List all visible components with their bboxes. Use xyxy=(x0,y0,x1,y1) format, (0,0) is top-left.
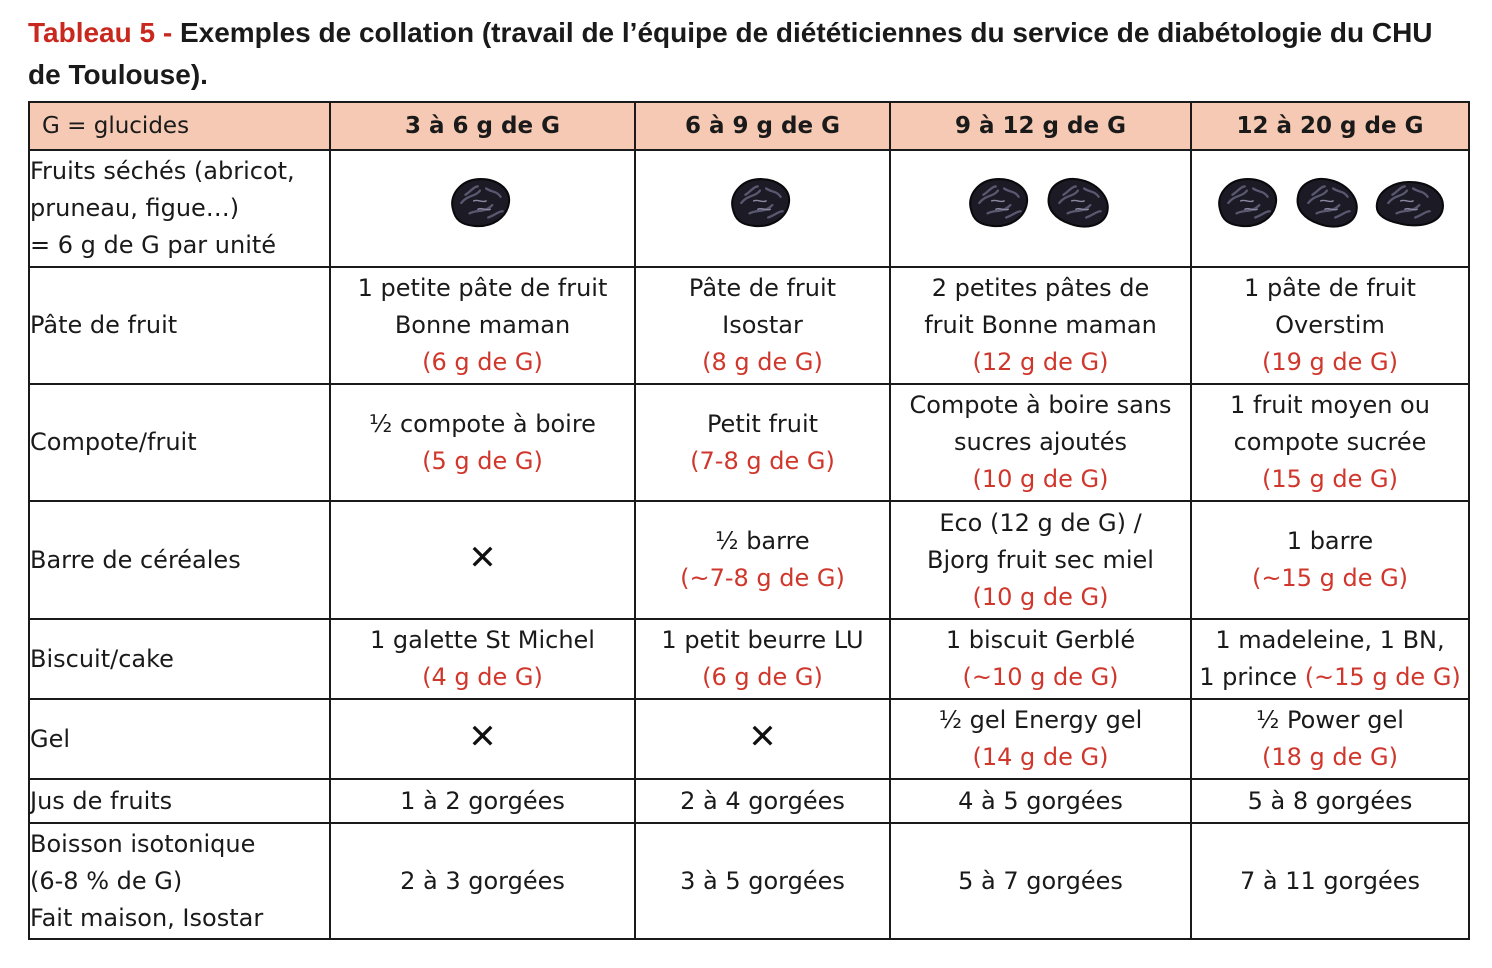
carb-amount: (15 g de G) xyxy=(1262,465,1398,493)
row-label-isotonic xyxy=(29,823,330,939)
table-row-compote xyxy=(29,384,1469,501)
prune-group xyxy=(891,174,1190,243)
carb-amount: (~10 g de G) xyxy=(962,663,1119,691)
carb-amount: (6 g de G) xyxy=(702,663,823,691)
cell-line: ½ barre xyxy=(715,527,810,555)
not-applicable-cross-icon: ✕ xyxy=(748,716,777,757)
cell-line: ½ gel Energy gel xyxy=(938,706,1143,734)
carb-amount: (~15 g de G) xyxy=(1304,663,1461,691)
cell-gel-1 xyxy=(330,699,635,779)
cell-dried-fruit-4 xyxy=(1191,150,1469,267)
table-number-label: Tableau 5 - xyxy=(28,17,173,48)
carb-amount: (14 g de G) xyxy=(972,743,1109,771)
cell-line: Isostar xyxy=(722,311,803,339)
cell-isotonic-2: 3 à 5 gorgées xyxy=(635,823,890,939)
row-label-juice: Jus de fruits xyxy=(29,779,330,823)
cell-biscuit-4 xyxy=(1191,619,1469,699)
cell-isotonic-4: 7 à 11 gorgées xyxy=(1191,823,1469,939)
cell-dried-fruit-3 xyxy=(890,150,1191,267)
carb-amount: (19 g de G) xyxy=(1262,348,1398,376)
not-applicable-cross-icon: ✕ xyxy=(468,716,497,757)
prune-icon xyxy=(1044,174,1118,243)
cell-gel-3 xyxy=(890,699,1191,779)
row-label-fruit-paste: Pâte de fruit xyxy=(29,267,330,384)
prune-group xyxy=(331,174,634,243)
not-applicable-cross-icon: ✕ xyxy=(468,537,497,578)
carb-amount: (18 g de G) xyxy=(1262,743,1398,771)
row-label-line: (6-8 % de G) xyxy=(30,866,183,895)
cell-line: 1 barre xyxy=(1286,527,1374,555)
row-label-line: Fait maison, Isostar xyxy=(30,903,264,932)
cell-fruit-paste-1 xyxy=(330,267,635,384)
header-col-3: 9 à 12 g de G xyxy=(890,102,1191,150)
cell-line: Bonne maman xyxy=(394,311,571,339)
cell-line: 1 biscuit Gerblé xyxy=(945,626,1136,654)
prune-icon xyxy=(1373,174,1447,243)
carb-amount: (4 g de G) xyxy=(422,663,543,691)
snack-examples-table xyxy=(28,101,1470,940)
prune-icon xyxy=(446,174,520,243)
prune-icon xyxy=(1293,174,1367,243)
cell-gel-4 xyxy=(1191,699,1469,779)
cell-isotonic-3: 5 à 7 gorgées xyxy=(890,823,1191,939)
cell-isotonic-1: 2 à 3 gorgées xyxy=(330,823,635,939)
row-label-compote: Compote/fruit xyxy=(29,384,330,501)
prune-group xyxy=(636,174,889,243)
prune-icon xyxy=(1213,174,1287,243)
cell-compote-1 xyxy=(330,384,635,501)
carb-amount: (10 g de G) xyxy=(972,465,1109,493)
row-label-dried-fruit xyxy=(29,150,330,267)
table-row-biscuit xyxy=(29,619,1469,699)
prune-group xyxy=(1192,174,1468,243)
carb-amount: (12 g de G) xyxy=(972,348,1109,376)
cell-line: Bjorg fruit sec miel xyxy=(927,545,1154,574)
carb-amount: (6 g de G) xyxy=(422,348,543,376)
row-label-line: Fruits séchés (abricot, xyxy=(30,157,295,185)
table-row-cereal-bar xyxy=(29,501,1469,619)
cell-line: ½ Power gel xyxy=(1256,706,1404,734)
row-label-gel: Gel xyxy=(29,699,330,779)
carb-amount: (8 g de G) xyxy=(702,348,823,376)
cell-biscuit-2 xyxy=(635,619,890,699)
table-caption: Exemples de collation (travail de l’équipe de diététiciennes du service de diabétologie du CHU de Toulouse). xyxy=(28,17,1433,90)
cell-line: Eco (12 g de G) / xyxy=(939,508,1142,537)
cell-juice-2: 2 à 4 gorgées xyxy=(635,779,890,823)
row-label-line: = 6 g de G par unité xyxy=(30,231,277,259)
cell-line: 1 petite pâte de fruit xyxy=(357,274,608,302)
carb-amount: (~15 g de G) xyxy=(1251,564,1409,592)
table-title xyxy=(28,12,1468,96)
cell-compote-3 xyxy=(890,384,1191,501)
cell-line xyxy=(1192,659,1468,696)
header-col-1: 3 à 6 g de G xyxy=(330,102,635,150)
cell-line: fruit Bonne maman xyxy=(924,311,1157,339)
cell-line: sucres ajoutés xyxy=(953,428,1128,456)
cell-inline-text: 1 prince xyxy=(1199,663,1305,691)
cell-biscuit-1 xyxy=(330,619,635,699)
row-label-cereal-bar: Barre de céréales xyxy=(29,501,330,619)
cell-cereal-bar-2 xyxy=(635,501,890,619)
table-row-fruit-paste xyxy=(29,267,1469,384)
cell-line: 1 galette St Michel xyxy=(370,626,595,654)
prune-icon xyxy=(726,174,800,243)
cell-cereal-bar-3 xyxy=(890,501,1191,619)
row-label-biscuit: Biscuit/cake xyxy=(29,619,330,699)
cell-line: Pâte de fruit xyxy=(688,274,837,302)
cell-juice-3: 4 à 5 gorgées xyxy=(890,779,1191,823)
cell-line: 1 pâte de fruit xyxy=(1244,274,1416,302)
row-label-line: pruneau, figue…) xyxy=(30,194,240,222)
header-row xyxy=(29,102,1469,150)
table-row-isotonic xyxy=(29,823,1469,939)
cell-gel-2 xyxy=(635,699,890,779)
cell-line: compote sucrée xyxy=(1233,428,1427,456)
cell-compote-4 xyxy=(1191,384,1469,501)
cell-fruit-paste-4 xyxy=(1191,267,1469,384)
cell-dried-fruit-2 xyxy=(635,150,890,267)
cell-line: Petit fruit xyxy=(706,409,819,438)
cell-line: 2 petites pâtes de xyxy=(931,274,1150,302)
table-row-dried-fruit xyxy=(29,150,1469,267)
cell-fruit-paste-3 xyxy=(890,267,1191,384)
cell-compote-2 xyxy=(635,384,890,501)
cell-biscuit-3 xyxy=(890,619,1191,699)
cell-line: 1 madeleine, 1 BN, xyxy=(1215,626,1445,654)
table-row-juice xyxy=(29,779,1469,823)
cell-line: Overstim xyxy=(1275,311,1385,339)
row-label-line: Boisson isotonique xyxy=(30,829,256,858)
table-row-gel xyxy=(29,699,1469,779)
header-col-2: 6 à 9 g de G xyxy=(635,102,890,150)
cell-line: Compote à boire sans xyxy=(909,391,1172,419)
cell-line: ½ compote à boire xyxy=(369,409,596,438)
cell-juice-1: 1 à 2 gorgées xyxy=(330,779,635,823)
carb-amount: (7-8 g de G) xyxy=(690,446,835,475)
carb-amount: (10 g de G) xyxy=(972,582,1109,611)
cell-line: 1 petit beurre LU xyxy=(661,626,864,654)
header-legend: G = glucides xyxy=(29,102,330,150)
carb-amount: (5 g de G) xyxy=(422,446,543,475)
cell-line: 1 fruit moyen ou xyxy=(1230,391,1430,419)
cell-cereal-bar-1 xyxy=(330,501,635,619)
cell-fruit-paste-2 xyxy=(635,267,890,384)
cell-dried-fruit-1 xyxy=(330,150,635,267)
carb-amount: (~7-8 g de G) xyxy=(680,564,845,592)
cell-juice-4: 5 à 8 gorgées xyxy=(1191,779,1469,823)
prune-icon xyxy=(964,174,1038,243)
header-col-4: 12 à 20 g de G xyxy=(1191,102,1469,150)
cell-cereal-bar-4 xyxy=(1191,501,1469,619)
